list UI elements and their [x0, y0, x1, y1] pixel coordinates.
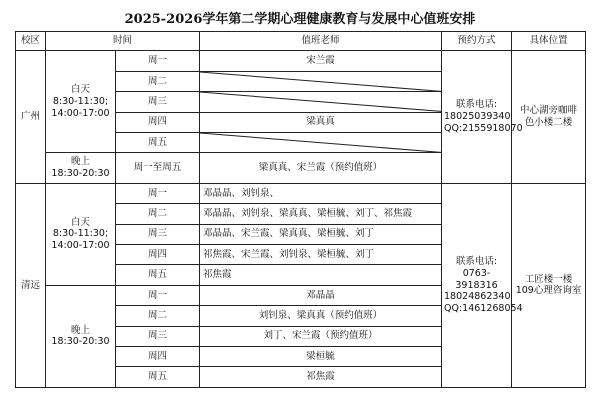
campus-guangzhou: 广州	[16, 51, 46, 184]
header-location: 具体位置	[512, 32, 586, 51]
gz-day-thu: 周四	[116, 112, 200, 132]
schedule-table	[15, 31, 586, 388]
qy-eve-teacher-tue: 刘钊泉、梁真真（预约值班）	[200, 306, 442, 326]
diagonal-line	[200, 133, 441, 152]
header-time: 时间	[46, 32, 200, 51]
qy-eve-teacher-thu: 梁桓毓	[200, 347, 442, 367]
qy-location: 工匠楼一楼 109心理咨询室	[512, 183, 586, 387]
qy-day-teacher-thu: 祁焦霞、宋兰霞、刘钊泉、梁桓毓、刘丁	[200, 245, 442, 265]
qy-eve-teacher-fri: 祁焦霞	[200, 367, 442, 388]
qy-day-mon: 周一	[116, 183, 200, 203]
gz-booking: 联系电话: 18025039340 QQ:2155918070	[442, 51, 512, 184]
gz-day-fri: 周五	[116, 132, 200, 152]
header-campus: 校区	[16, 32, 46, 51]
header-booking: 预约方式	[442, 32, 512, 51]
qy-eve-teacher-mon: 邓晶晶	[200, 285, 442, 305]
table-row	[16, 183, 586, 203]
qy-eve-wed: 周三	[116, 326, 200, 346]
qy-eve-tue: 周二	[116, 306, 200, 326]
campus-qingyuan: 清远	[16, 183, 46, 387]
qy-eve-teacher-wed: 刘丁、宋兰霞（预约值班）	[200, 326, 442, 346]
qy-day-tue: 周二	[116, 204, 200, 224]
gz-location: 中心湖旁咖啡 色小楼二楼	[512, 51, 586, 184]
gz-day-teacher-wed-empty	[200, 92, 442, 112]
qy-day-thu: 周四	[116, 245, 200, 265]
qy-evening-period: 晚上 18:30-20:30	[46, 285, 116, 387]
header-row	[16, 32, 586, 51]
qy-booking: 联系电话: 0763-3918316 18024862340 QQ:1461268054	[442, 183, 512, 387]
qy-day-wed: 周三	[116, 224, 200, 244]
qy-day-teacher-tue: 邓晶晶、刘钊泉、梁真真、梁桓毓、刘丁、祁焦霞	[200, 204, 442, 224]
gz-day-teacher-mon: 宋兰霞	[200, 51, 442, 71]
gz-day-teacher-thu: 梁真真	[200, 112, 442, 132]
gz-evening-teacher: 梁真真、宋兰霞（预约值班）	[200, 153, 442, 184]
gz-day-teacher-fri-empty	[200, 132, 442, 152]
qy-day-fri: 周五	[116, 265, 200, 285]
qy-eve-fri: 周五	[116, 367, 200, 388]
gz-day-teacher-tue-empty	[200, 71, 442, 91]
header-teacher: 值班老师	[200, 32, 442, 51]
qy-day-teacher-wed: 邓晶晶、宋兰霞、梁真真、梁桓毓、刘丁	[200, 224, 442, 244]
diagonal-line	[200, 92, 441, 111]
gz-evening-days: 周一至周五	[116, 153, 200, 184]
gz-day-mon: 周一	[116, 51, 200, 71]
gz-day-tue: 周二	[116, 71, 200, 91]
gz-evening-period: 晚上 18:30-20:30	[46, 153, 116, 184]
qy-eve-thu: 周四	[116, 347, 200, 367]
gz-day-period: 白天 8:30-11:30; 14:00-17:00	[46, 51, 116, 153]
diagonal-line	[200, 72, 441, 91]
qy-eve-mon: 周一	[116, 285, 200, 305]
qy-day-teacher-mon: 邓晶晶、刘钊泉、	[200, 183, 442, 203]
page-title: 2025-2026学年第二学期心理健康教育与发展中心值班安排	[124, 12, 476, 27]
qy-day-teacher-fri: 祁焦霞	[200, 265, 442, 285]
table-row	[16, 51, 586, 71]
gz-day-wed: 周三	[116, 92, 200, 112]
qy-day-period: 白天 8:30-11:30; 14:00-17:00	[46, 183, 116, 285]
